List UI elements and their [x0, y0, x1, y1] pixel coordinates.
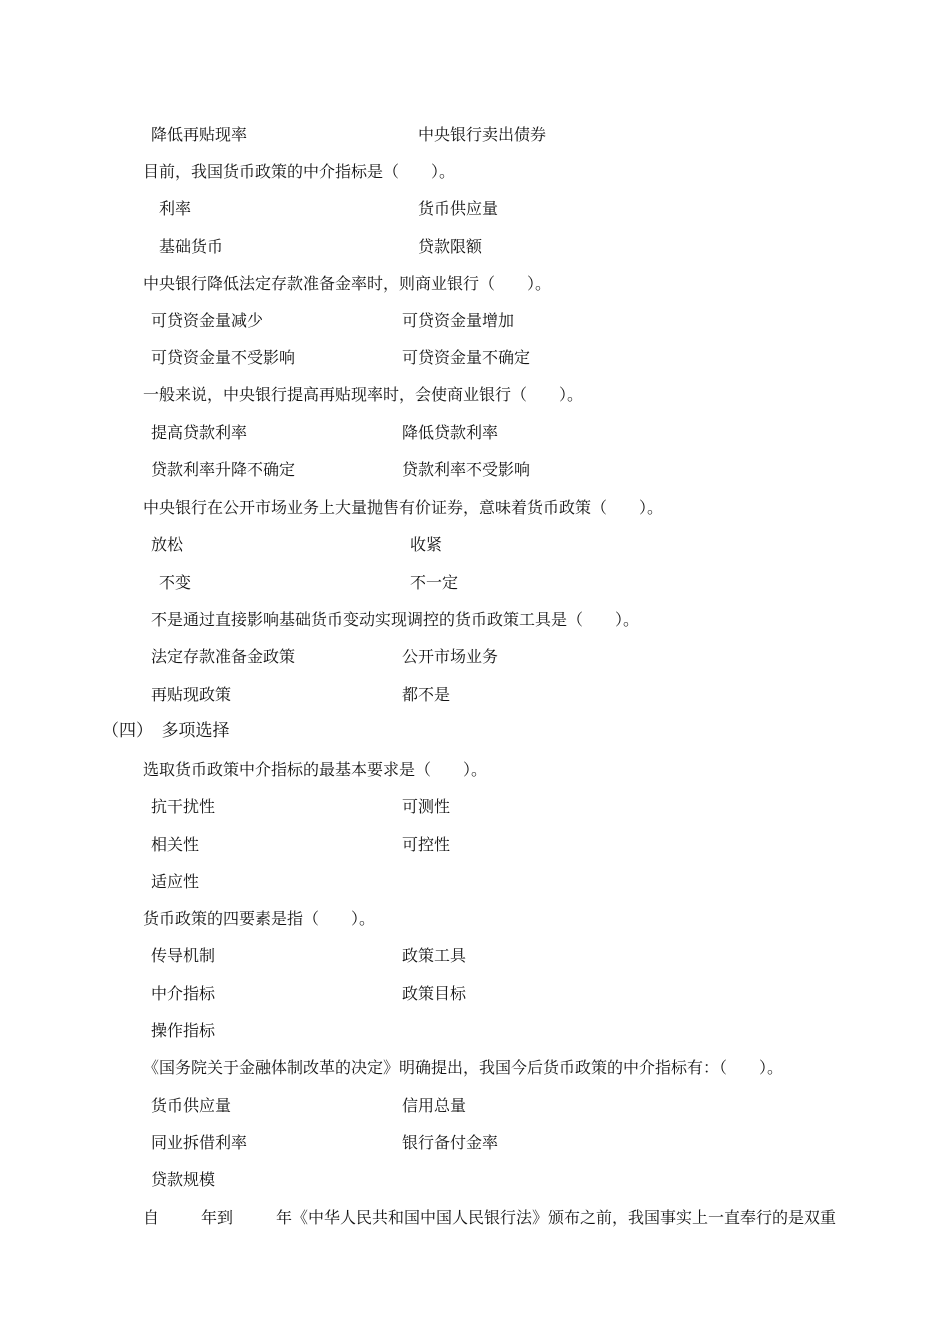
- q5-option-d: 都不是: [402, 685, 451, 704]
- q1-option-d: 贷款限额: [418, 237, 483, 256]
- q3-option-c: 贷款利率升降不确定: [151, 460, 296, 479]
- m1-option-b: 可测性: [402, 797, 451, 816]
- m3-option-b: 信用总量: [402, 1096, 467, 1115]
- q4-option-d: 不一定: [410, 573, 459, 592]
- section-heading-multiple-choice: （四） 多项选择: [102, 721, 230, 741]
- m2-option-a: 传导机制: [151, 946, 216, 965]
- m4-stem-part3: 年《中华人民共和国中国人民银行法》颁布之前，我国事实上一直奉行的是双重: [276, 1208, 837, 1227]
- m2-stem: 货币政策的四要素是指（ ）。: [143, 909, 376, 928]
- q4-stem: 中央银行在公开市场业务上大量抛售有价证券，意味着货币政策（ ）。: [143, 498, 664, 517]
- q2-stem: 中央银行降低法定存款准备金率时，则商业银行（ ）。: [143, 274, 552, 293]
- m4-stem-part2: 年到: [201, 1208, 234, 1227]
- q5-stem: 不是通过直接影响基础货币变动实现调控的货币政策工具是（ ）。: [151, 610, 640, 629]
- q3-option-a: 提高贷款利率: [151, 423, 248, 442]
- m1-option-c: 相关性: [151, 835, 200, 854]
- q1-option-c: 基础货币: [159, 237, 224, 256]
- q5-option-b: 公开市场业务: [402, 647, 499, 666]
- q1-option-b: 货币供应量: [418, 199, 499, 218]
- q2-option-c: 可贷资金量不受影响: [151, 348, 296, 367]
- m1-option-a: 抗干扰性: [151, 797, 216, 816]
- q3-option-d: 贷款利率不受影响: [402, 460, 531, 479]
- q2-option-a: 可贷资金量减少: [151, 311, 264, 330]
- q4-option-c: 不变: [159, 573, 192, 592]
- m2-option-e: 操作指标: [151, 1021, 216, 1040]
- m1-option-d: 可控性: [402, 835, 451, 854]
- q3-option-b: 降低贷款利率: [402, 423, 499, 442]
- q1-stem: 目前，我国货币政策的中介指标是（ ）。: [143, 162, 456, 181]
- q5-option-c: 再贴现政策: [151, 685, 232, 704]
- q3-stem: 一般来说，中央银行提高再贴现率时，会使商业银行（ ）。: [143, 385, 584, 404]
- m1-stem: 选取货币政策中介指标的最基本要求是（ ）。: [143, 760, 488, 779]
- q5-option-a: 法定存款准备金政策: [151, 647, 296, 666]
- m3-option-a: 货币供应量: [151, 1096, 232, 1115]
- q-prev-option-d: 中央银行卖出债券: [418, 125, 547, 144]
- m1-option-e: 适应性: [151, 872, 200, 891]
- q4-option-b: 收紧: [410, 535, 443, 554]
- m3-option-d: 银行备付金率: [402, 1133, 499, 1152]
- m2-option-c: 中介指标: [151, 984, 216, 1003]
- q1-option-a: 利率: [159, 199, 192, 218]
- m3-option-e: 贷款规模: [151, 1170, 216, 1189]
- m3-option-c: 同业拆借利率: [151, 1133, 248, 1152]
- m3-stem: 《国务院关于金融体制改革的决定》明确提出，我国今后货币政策的中介指标有：（ ）。: [143, 1058, 784, 1077]
- q2-option-d: 可贷资金量不确定: [402, 348, 531, 367]
- m4-stem-part1: 自: [143, 1208, 160, 1227]
- q2-option-b: 可贷资金量增加: [402, 311, 515, 330]
- m2-option-d: 政策目标: [402, 984, 467, 1003]
- q-prev-option-c: 降低再贴现率: [151, 125, 248, 144]
- m2-option-b: 政策工具: [402, 946, 467, 965]
- q4-option-a: 放松: [151, 535, 184, 554]
